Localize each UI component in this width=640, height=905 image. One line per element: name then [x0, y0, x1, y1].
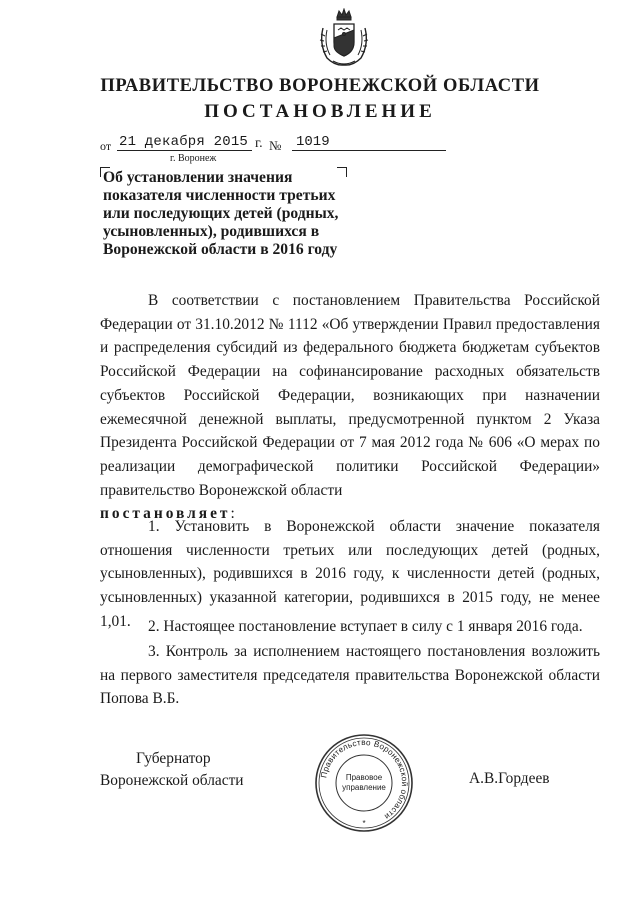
- preamble-text: В соответствии с постановлением Правительства Российской Федерации от 31.10.2012 № 1112 «Об утверждении Правил предоставления и распределения субсидий из федерального бюджета бюджетам субъектов Российской Федерации на софинансирование расходных обязательств субъектов Российской Федерации, возникающих при назначении ежемесячной денежной выплаты, предусмотренной пунктом 2 Указа Президента Российской Федерации от 7 мая 2012 года № 606 «О мерах по реализации демографической политики Российской Федерации» правительство Воронежской области: [100, 292, 600, 499]
- decree-colon: :: [230, 505, 235, 523]
- year-suffix: г.: [255, 136, 263, 151]
- signatory-region: Воронежской области: [100, 772, 244, 789]
- decree-word: постановляет: [100, 505, 231, 523]
- from-label: от: [100, 139, 112, 153]
- document-type: ПОСТАНОВЛЕНИЕ: [204, 101, 436, 122]
- official-stamp: [313, 732, 415, 834]
- stamp-star: *: [362, 819, 366, 828]
- document-date: 21 декабря 2015: [119, 134, 249, 150]
- document-number: 1019: [296, 134, 330, 150]
- signatory-position: [100, 748, 244, 792]
- stamp-center-line-1: Правовое: [345, 773, 383, 782]
- date-underline: [117, 150, 252, 151]
- city-label: г. Воронеж: [170, 153, 217, 164]
- number-label: №: [269, 138, 282, 153]
- decree-item-3: 3. Контроль за исполнением настоящего постановления возложить на первого заместителя председателя правительства Воронежской области Попова В.Б.: [100, 643, 600, 708]
- signatory-name: А.В.Гордеев: [469, 770, 550, 787]
- number-underline: [292, 150, 446, 151]
- government-title: ПРАВИТЕЛЬСТВО ВОРОНЕЖСКОЙ ОБЛАСТИ: [100, 76, 540, 96]
- coat-of-arms-icon: [313, 8, 375, 68]
- stamp-center-line-2: управление: [342, 783, 386, 792]
- date-number-line: [100, 134, 350, 156]
- signatory-title: Губернатор: [136, 750, 211, 767]
- decree-item-2: 2. Настоящее постановление вступает в силу с 1 января 2016 года.: [148, 618, 583, 635]
- decree-item-1: 1. Установить в Воронежской области значение показателя отношения численности третьих или последующих детей (родных, усыновленных), родившихся в 2016 году, к численности детей (родных, усыновленных) указанной категории, родившихся в 2015 году, не менее 1,01.: [100, 518, 600, 630]
- preamble-paragraph: [100, 289, 600, 526]
- document-subject: Об установлении значения показателя численности третьих или последующих детей (родных, усыновленных), родившихся в Воронежской области в 2016 году: [103, 169, 339, 258]
- stamp-ring-text: Правительство Воронежской области: [319, 737, 410, 822]
